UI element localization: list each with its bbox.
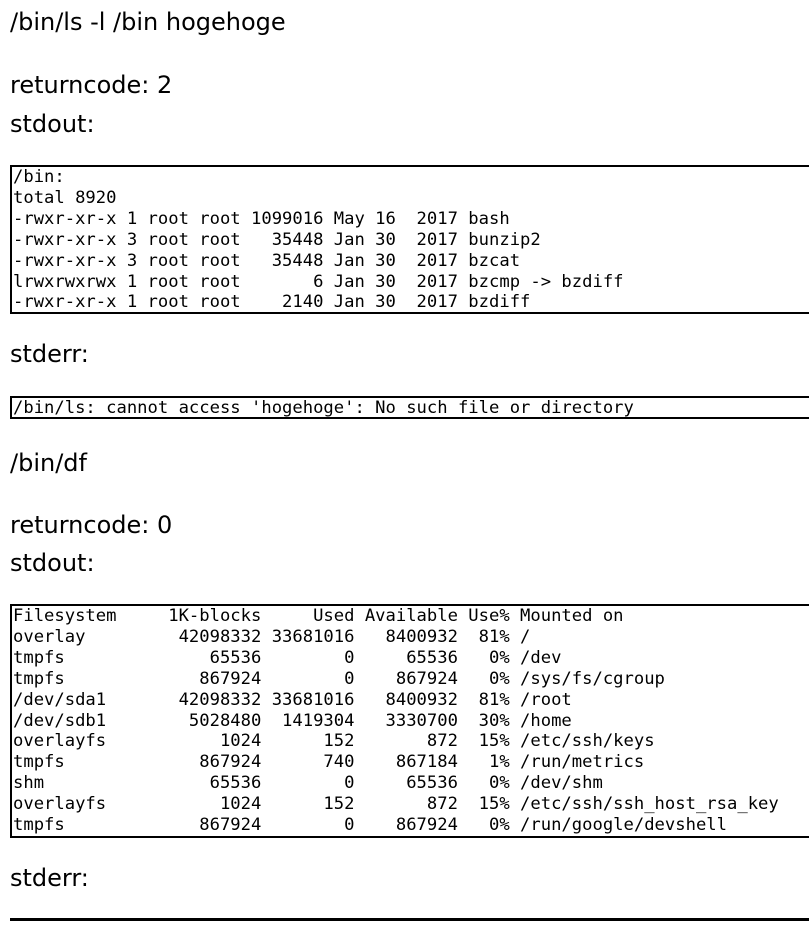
command-2-stdout-box (10, 604, 809, 838)
command-1-returncode: returncode: 2 (10, 71, 173, 99)
command-1-stdout-text: /bin: total 8920 -rwxr-xr-x 1 root root 1099016 May 16 2017 bash -rwxr-xr-x 3 root root 35448 Jan 30 2017 bunzip2 -rwxr-xr-x 3 root root 35448 Jan 30 2017 bzcat lrwxrwxrwx 1 root root 6 Jan 30 2017 bzcmp -> bzdiff -rwxr-xr-x 1 root root 2140 Jan 30 2017 bzdiff (13, 167, 624, 313)
command-2-returncode: returncode: 0 (10, 511, 173, 539)
command-1-title: /bin/ls -l /bin hogehoge (10, 8, 286, 36)
command-2-stderr-box (10, 918, 809, 921)
command-1-stderr-label: stderr: (10, 340, 89, 368)
command-1-stdout-label: stdout: (10, 110, 95, 138)
command-2-title: /bin/df (10, 449, 87, 477)
command-2-stdout-label: stdout: (10, 549, 95, 577)
command-1-stdout-box (10, 165, 809, 314)
command-1-stderr-text: /bin/ls: cannot access 'hogehoge': No such file or directory (13, 398, 634, 418)
command-2-stdout-text: Filesystem 1K-blocks Used Available Use% Mounted on overlay 42098332 33681016 8400932 81% / tmpfs 65536 0 65536 0% /dev tmpfs 867924 0 867924 0% /sys/fs/cgroup /dev/sda1 42098332 33681016 8400932 81% /root /dev/sdb1 5028480 1419304 3330700 30% /home overlayfs 1024 152 872 15% /etc/ssh/keys tmpfs 867924 740 867184 1% /run/metrics shm 65536 0 65536 0% /dev/shm overlayfs 1024 152 872 15% /etc/ssh/ssh_host_rsa_key tmpfs 867924 0 867924 0% /run/google/devshell (13, 606, 779, 836)
command-1-stderr-box (10, 396, 809, 419)
command-2-stderr-label: stderr: (10, 864, 89, 892)
